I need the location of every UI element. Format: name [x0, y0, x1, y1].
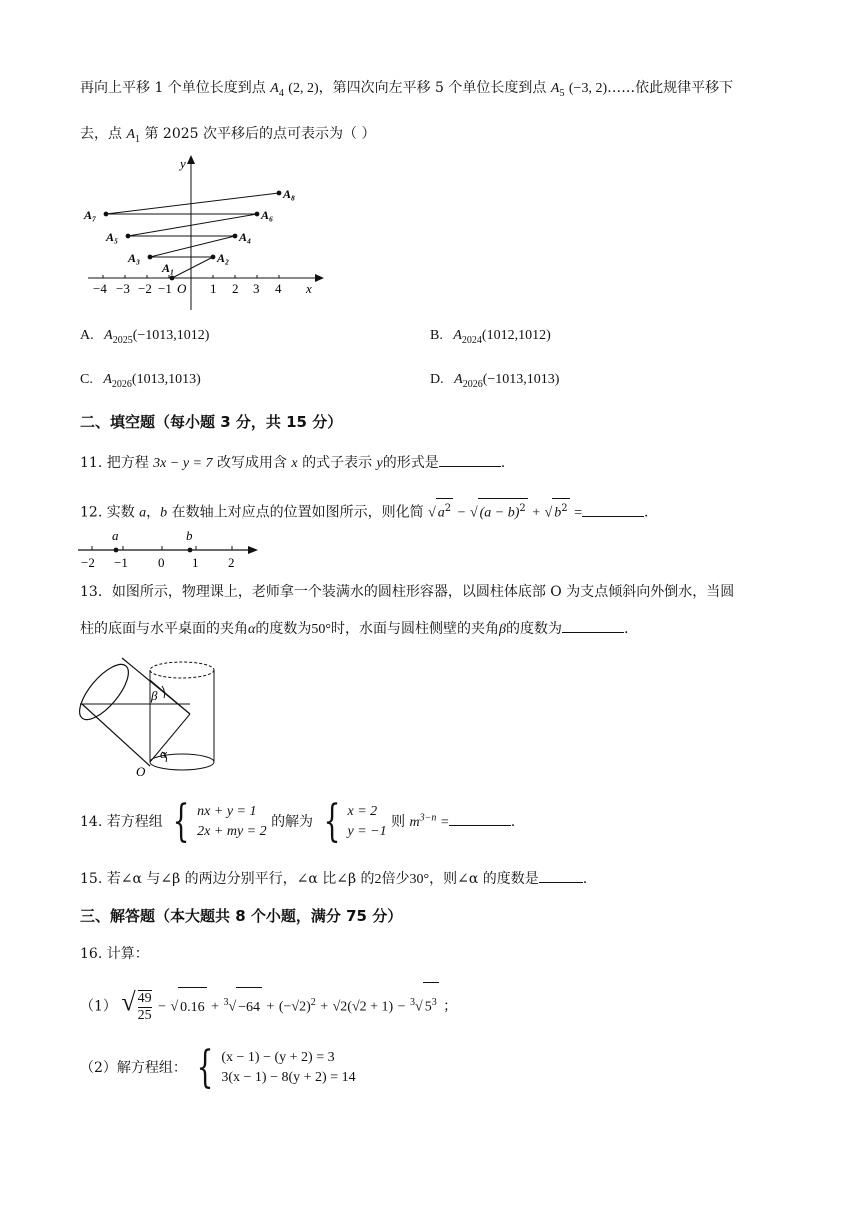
tick-label: 0	[158, 555, 165, 570]
question-15: 15. 若∠α 与∠β 的两边分别平行，∠α 比∠β 的2倍少30°，则∠α 的度数是 .	[80, 868, 587, 890]
point-label-a4: A₄	[239, 230, 252, 244]
question-16-part1: （1） √ $\frac{49}{25}$ − √ $0.16 + ^3√ -64 + (-√2)^2 + √2(√2 + 1) - ^3√$ $5^3$ ；	[80, 982, 457, 1028]
origin-label: O	[177, 281, 187, 296]
answer-blank[interactable]	[439, 452, 501, 467]
question-16-title: 16. 计算：	[80, 946, 149, 962]
answer-blank[interactable]	[582, 502, 644, 517]
answer-blank[interactable]	[562, 618, 624, 633]
solution-system: { x = 2 y = −1	[323, 796, 387, 847]
option-c[interactable]: C. $A_{2026}(1013,1013)$	[80, 372, 201, 390]
translation-path	[106, 193, 279, 278]
point-label-a6: A₆	[261, 208, 274, 222]
tick-label: 4	[275, 281, 282, 296]
q10-line2: 去，点 $A_1$ 第 2025 次平移后的点可表示为（ ）	[80, 126, 376, 145]
equation-system: { (x − 1) − (y + 2) = 3 3(x − 1) − 8(y + 2) = 14	[196, 1042, 356, 1093]
tick-label: −1	[114, 555, 128, 570]
point-label-a1: A₁	[162, 261, 175, 275]
tick-label: −1	[158, 281, 172, 296]
tick-label: −4	[93, 281, 107, 296]
question-16-part2: （2）解方程组： { (x − 1) − (y + 2) = 3 3(x − 1) − 8(y + 2) = 14	[80, 1042, 356, 1093]
q10-line1: 再向上平移 1 个单位长度到点 $A_4$ (2, 2)，第四次向左平移 5 个单位长度到点 $A_5$ (−3, 2)……依此规律平移下	[80, 80, 734, 99]
answer-blank[interactable]	[539, 868, 583, 883]
point-b-label: b	[186, 528, 193, 543]
tick-label: 3	[253, 281, 260, 296]
tick-label: −3	[116, 281, 130, 296]
question-13-line1: 13．如图所示，物理课上，老师拿一个装满水的圆柱形容器，以圆柱体底部 O 为支点倾斜向外倒水，当圆	[80, 584, 735, 600]
beta-label: β	[151, 688, 158, 703]
equation-system: { nx + y = 1 2x + my = 2	[172, 796, 267, 847]
tick-label: 2	[228, 555, 235, 570]
alpha-label: α	[160, 746, 167, 761]
point-label-a8: A₈	[283, 187, 296, 201]
answer-blank[interactable]	[449, 811, 511, 826]
q13-cylinder-figure	[74, 652, 224, 780]
point-label-a5: A₅	[106, 230, 119, 244]
tick-label: 2	[232, 281, 239, 296]
section3-title: 三、解答题（本大题共 8 个小题，满分 75 分）	[80, 907, 403, 925]
option-b[interactable]: B. $A_{2024}(1012,1012)$	[430, 328, 551, 346]
point-a-label: a	[112, 528, 119, 543]
point-label-a3: A₃	[128, 251, 141, 265]
tick-label: −2	[138, 281, 152, 296]
tick-label: 1	[192, 555, 199, 570]
tick-label: 1	[210, 281, 217, 296]
pivot-o-label: O	[136, 764, 146, 779]
section2-title: 二、填空题（每小题 3 分，共 15 分）	[80, 413, 343, 431]
option-d[interactable]: D. $A_{2026}(-1013,1013)$	[430, 372, 560, 390]
question-11: 11. 把方程 3x − y = 7 改写成用含 x 的式子表示 y的形式是 .	[80, 452, 505, 474]
option-a[interactable]: A. $A_{2025}(-1013,1012)$	[80, 328, 210, 346]
y-axis-label: y	[180, 156, 186, 171]
q10-coordinate-graph	[80, 152, 330, 314]
question-14: 14. 若方程组 { nx + y = 1 2x + my = 2 的解为 { x = 2 y = −1 则 $m^{3-n}$ = .	[80, 796, 516, 847]
point-label-a2: A₂	[217, 251, 230, 265]
tick-label: −2	[81, 555, 95, 570]
question-13-line2: 柱的底面与水平桌面的夹角α的度数为50°时，水面与圆柱侧壁的夹角β的度数为 .	[80, 618, 628, 640]
q12-number-line	[78, 526, 263, 570]
question-12: 12. 实数 a，b 在数轴上对应点的位置如图所示，则化简 √ $a^2$ − √ $(a - b)^2$ + √ $b^2$ = .	[80, 498, 648, 524]
point-label-a7: A₇	[84, 208, 97, 222]
x-axis-label: x	[306, 281, 312, 296]
